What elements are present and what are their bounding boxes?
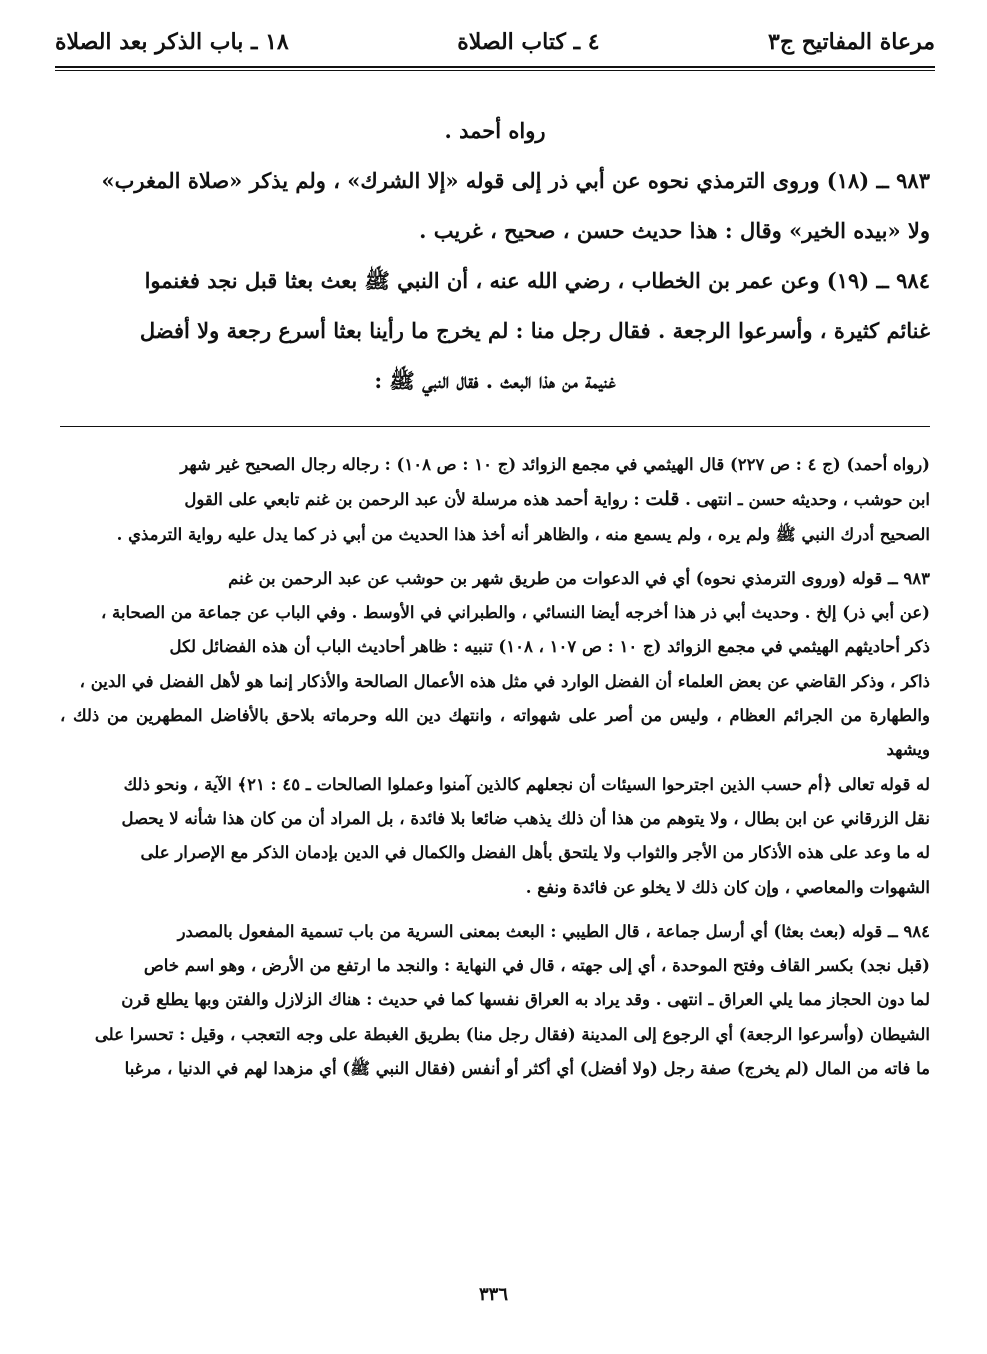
commentary-p3-line-2: (قبل نجد) بكسر القاف وفتح الموحدة ، أي إلى جهته ، قال في النهاية : والنجد ما ارتفع من الأرض ، وهو اسم خاص bbox=[143, 956, 930, 976]
hadith-983-line-1: ٩٨٣ ــ (١٨) وروى الترمذي نحوه عن أبي ذر إلى قوله «إلا الشرك» ، ولم يذكر «صلاة المغرب» bbox=[101, 168, 930, 193]
hadith-984-line-2: غنائم كثيرة ، وأسرعوا الرجعة . فقال رجل منا : لم يخرج ما رأينا بعثا أسرع رجعة ولا أفضل bbox=[139, 318, 930, 343]
commentary-p2-line-4: ذاكر ، وذكر القاضي عن بعض العلماء أن الفضل الوارد في مثل هذه الأعمال الصالحة والأذكار إنما هو لأهل الفضل في الدين ، bbox=[79, 671, 930, 691]
hadith-983-line-2: ولا «بيده الخير» وقال : هذا حديث حسن ، صحيح ، غريب . bbox=[419, 218, 930, 243]
commentary-p3-line-3: لما دون الحجاز مما يلي العراق ـ انتهى . وقد يراد به العراق نفسها كما في حديث : هناك الزلازل والفتن وبها يطلع قرن bbox=[121, 990, 930, 1010]
page-number: ٣٣٦ bbox=[478, 1284, 508, 1305]
header-bab: ١٨ ـ باب الذكر بعد الصلاة bbox=[55, 29, 289, 55]
commentary-p2-line-6: له قوله تعالى ﴿أم حسب الذين اجترحوا السيئات أن نجعلهم كالذين آمنوا وعملوا الصالحات ـ ٤٥ : ٢١﴾ الآية ، ونحو ذلك bbox=[123, 774, 930, 794]
main-hadith-text bbox=[60, 106, 930, 406]
commentary-p2-line-9: الشهوات والمعاصي ، وإن كان ذلك لا يخلو عن فائدة ونفع . bbox=[525, 877, 930, 897]
commentary-p1-line-1: (رواه أحمد) (ج ٤ : ص ٢٢٧) قال الهيثمي في مجمع الزوائد (ج ١٠ : ص ١٠٨) : رجاله رجال الصحيح غير شهر bbox=[180, 455, 930, 474]
commentary-p1-line-2b: : رواية أحمد هذه مرسلة لأن عبد الرحمن بن غنم تابعي على القول bbox=[184, 490, 640, 510]
running-header bbox=[55, 22, 935, 62]
paragraph-gap bbox=[60, 552, 930, 562]
commentary-p1-line-2a: ابن حوشب ، وحديثه حسن ـ انتهى . bbox=[685, 490, 930, 510]
commentary-p2-line-7: نقل الزرقاني عن ابن بطال ، ولا يتوهم من هذا أن ذلك يذهب ضائعا بلا فائدة ، بل المراد أن من كان هذا شأنه لا يحصل bbox=[121, 808, 930, 828]
footnote-divider bbox=[60, 426, 930, 427]
commentary-p2-line-2: (عن أبي ذر) إلخ . وحديث أبي ذر هذا أخرجه أيضا النسائي ، والطبراني في الأوسط . وفي الباب عن جماعة من الصحابة ، bbox=[100, 603, 930, 623]
commentary bbox=[60, 448, 930, 1086]
hadith-984-line-1: ٩٨٤ ــ (١٩) وعن عمر بن الخطاب ، رضي الله عنه ، أن النبي ﷺ بعث بعثا قبل نجد فغنموا bbox=[144, 268, 930, 293]
header-rule-top bbox=[55, 66, 935, 68]
commentary-p2-line-5: والطهارة من الجرائم العظام ، وليس من أصر على شهواته ، وانتهك دين الله وحرماته بلاحق بالأفاضل المطهرين من ذلك ، ويشهد bbox=[60, 706, 930, 760]
commentary-p2-line-3: ذكر أحاديثهم الهيثمي في مجمع الزوائد (ج ١٠ : ص ١٠٧ ، ١٠٨) تنبيه : ظاهر أحاديث الباب أن هذه الفضائل لكل bbox=[169, 637, 930, 657]
header-rule-bottom bbox=[55, 70, 935, 71]
commentary-p1-line-2 bbox=[60, 482, 930, 517]
commentary-p2-line-8: له ما وعد على هذه الأذكار من الأجر والثواب ولا يلتحق بأهل الفضل والكمال في الدين بإدمان الذكر مع الإصرار على bbox=[140, 843, 930, 863]
commentary-p3-line-4: الشيطان (وأسرعوا الرجعة) أي الرجوع إلى المدينة (فقال رجل منا) بطريق الغبطة على وجه التعجب ، وقيل : تحسرا على bbox=[94, 1024, 930, 1044]
commentary-p3-line-1: ٩٨٤ ــ قوله (بعث بعثا) أي أرسل جماعة ، قال الطيبي : البعث بمعنى السرية من باب تسمية المفعول بالمصدر bbox=[177, 921, 930, 941]
commentary-p3-line-5: ما فاته من المال (لم يخرج) صفة رجل (ولا أفضل) أي أكثر أو أنفس (فقال النبي ﷺ) أي مزهدا لهم في الدنيا ، مرغبا bbox=[124, 1059, 930, 1079]
commentary-p1-line-3: الصحيح أدرك النبي ﷺ ولم يره ، ولم يسمع منه ، والظاهر أنه أخذ هذا الحديث من أبي ذر كما يدل عليه رواية الترمذي . bbox=[116, 524, 930, 544]
paragraph-gap bbox=[60, 905, 930, 915]
header-book-volume: مرعاة المفاتيح ج٣ bbox=[768, 29, 935, 55]
rawah-line: رواه أحمد . bbox=[444, 118, 546, 143]
qult-marker: قلت bbox=[645, 488, 680, 511]
commentary-p2-line-1: ٩٨٣ ــ قوله (وروى الترمذي نحوه) أي في الدعوات من طريق شهر بن حوشب عن عبد الرحمن بن غنم bbox=[228, 568, 930, 588]
hadith-984-line-3: غنيمة من هذا البعث . فقال النبي ﷺ : bbox=[374, 368, 616, 393]
header-kitab: ٤ ـ كتاب الصلاة bbox=[457, 29, 600, 55]
